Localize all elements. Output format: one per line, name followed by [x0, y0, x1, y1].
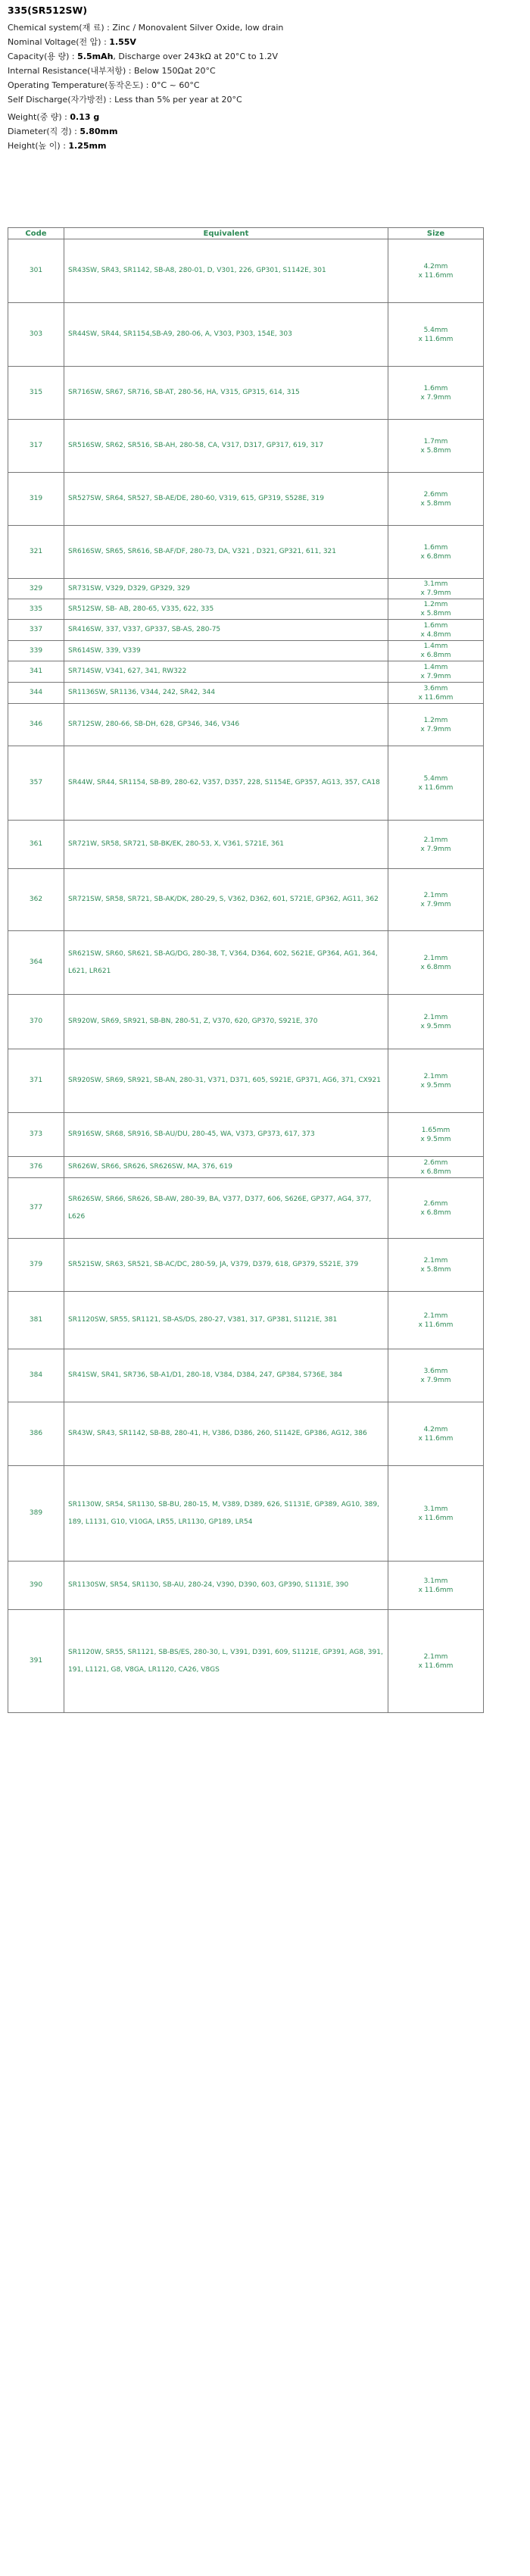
- size-line: 1.4mm: [423, 642, 448, 650]
- cell-size: [388, 1610, 484, 1713]
- size-line: 3.1mm: [423, 580, 448, 588]
- size-line: 1.7mm: [423, 437, 448, 445]
- size-line: 2.6mm: [423, 1199, 448, 1208]
- size-line: x 5.8mm: [420, 446, 451, 455]
- size-line: x 7.9mm: [420, 393, 451, 402]
- spec-value: 5.80mm: [80, 127, 118, 136]
- equivalent-table: [8, 227, 484, 1713]
- table-row: [8, 473, 484, 526]
- size-line: 1.65mm: [421, 1126, 450, 1134]
- size-line: 2.6mm: [423, 490, 448, 499]
- size-line: 2.1mm: [423, 891, 448, 899]
- size-line: x 11.6mm: [418, 271, 454, 280]
- spec-line: [8, 139, 106, 152]
- cell-size: [388, 995, 484, 1049]
- cell-equivalent: SR626W, SR66, SR626, SR626SW, MA, 376, 619: [64, 1157, 388, 1178]
- spec-label: Height(높 이) :: [8, 141, 69, 151]
- cell-equivalent: SR621SW, SR60, SR621, SB-AG/DG, 280-38, T, V364, D364, 602, S621E, GP364, AG1, 364, L621, LR621: [64, 931, 388, 995]
- cell-equivalent: SR916SW, SR68, SR916, SB-AU/DU, 280-45, WA, V373, GP373, 617, 373: [64, 1113, 388, 1157]
- table-row: [8, 1466, 484, 1562]
- spec-value: 1.55V: [109, 37, 136, 47]
- size-line: x 4.8mm: [420, 630, 451, 639]
- table-row: [8, 1157, 484, 1178]
- size-line: 5.4mm: [423, 774, 448, 783]
- cell-size: [388, 1157, 484, 1178]
- spec-value: Zinc / Monovalent Silver Oxide, low drain: [112, 23, 284, 33]
- spec-line: [8, 36, 136, 48]
- size-line: x 5.8mm: [420, 1265, 451, 1274]
- size-line: x 11.6mm: [418, 1662, 454, 1670]
- cell-code: 391: [8, 1610, 64, 1713]
- table-row: [8, 1349, 484, 1402]
- table-row: [8, 661, 484, 683]
- table-row: [8, 526, 484, 579]
- size-line: 5.4mm: [423, 326, 448, 334]
- size-line: x 11.6mm: [418, 335, 454, 343]
- table-header-row: [8, 228, 484, 239]
- spec-line: [8, 64, 216, 77]
- cell-equivalent: SR1120W, SR55, SR1121, SB-BS/ES, 280-30, L, V391, D391, 609, S1121E, GP391, AG8, 391, 191, L1121, G8, V8GA, LR1120, CA26, V8GS: [64, 1610, 388, 1713]
- cell-equivalent: SR416SW, 337, V337, GP337, SB-AS, 280-75: [64, 620, 388, 641]
- size-line: x 6.8mm: [420, 1208, 451, 1217]
- cell-equivalent: SR43SW, SR43, SR1142, SB-A8, 280-01, D, V301, 226, GP301, S1142E, 301: [64, 239, 388, 303]
- table-row: [8, 599, 484, 620]
- size-line: x 9.5mm: [420, 1081, 451, 1089]
- cell-equivalent: SR41SW, SR41, SR736, SB-A1/D1, 280-18, V384, D384, 247, GP384, S736E, 384: [64, 1349, 388, 1402]
- spec-label: Operating Temperature(동작온도) :: [8, 80, 151, 90]
- cell-code: 379: [8, 1239, 64, 1292]
- size-line: 4.2mm: [423, 262, 448, 270]
- size-line: 1.6mm: [423, 543, 448, 552]
- size-line: 2.1mm: [423, 1256, 448, 1265]
- cell-equivalent: SR43W, SR43, SR1142, SB-B8, 280-41, H, V386, D386, 260, S1142E, GP386, AG12, 386: [64, 1402, 388, 1466]
- table-row: [8, 367, 484, 420]
- cell-equivalent: SR521SW, SR63, SR521, SB-AC/DC, 280-59, JA, V379, D379, 618, GP379, S521E, 379: [64, 1239, 388, 1292]
- cell-size: [388, 931, 484, 995]
- cell-size: [388, 303, 484, 367]
- table-row: [8, 704, 484, 746]
- cell-equivalent: SR1136SW, SR1136, V344, 242, SR42, 344: [64, 683, 388, 704]
- cell-equivalent: SR920SW, SR69, SR921, SB-AN, 280-31, V371, D371, 605, S921E, GP371, AG6, 371, CX921: [64, 1049, 388, 1113]
- product-title: 335(SR512SW): [8, 5, 88, 16]
- table-row: [8, 1178, 484, 1239]
- size-line: x 11.6mm: [418, 1514, 454, 1522]
- cell-code: 341: [8, 661, 64, 683]
- cell-size: [388, 620, 484, 641]
- spec-label: Chemical system(재 료) :: [8, 23, 113, 33]
- size-line: x 11.6mm: [418, 693, 454, 702]
- size-line: x 7.9mm: [420, 845, 451, 853]
- size-line: x 11.6mm: [418, 1321, 454, 1329]
- cell-size: [388, 746, 484, 821]
- cell-code: 357: [8, 746, 64, 821]
- spec-line: [8, 79, 200, 91]
- size-line: 2.6mm: [423, 1158, 448, 1167]
- cell-equivalent: SR920W, SR69, SR921, SB-BN, 280-51, Z, V370, 620, GP370, S921E, 370: [64, 995, 388, 1049]
- size-line: 1.6mm: [423, 621, 448, 630]
- cell-size: [388, 683, 484, 704]
- spec-label: Weight(중 량) :: [8, 112, 70, 122]
- size-line: x 11.6mm: [418, 1434, 454, 1443]
- cell-code: 376: [8, 1157, 64, 1178]
- cell-size: [388, 1466, 484, 1562]
- cell-size: [388, 661, 484, 683]
- size-line: x 7.9mm: [420, 672, 451, 680]
- header-code: Code: [8, 228, 64, 239]
- spec-value: Less than 5% per year at 20°C: [114, 95, 242, 105]
- cell-code: 339: [8, 641, 64, 661]
- table-row: [8, 1292, 484, 1349]
- cell-equivalent: SR721SW, SR58, SR721, SB-AK/DK, 280-29, S, V362, D362, 601, S721E, GP362, AG11, 362: [64, 869, 388, 931]
- cell-size: [388, 1349, 484, 1402]
- cell-size: [388, 1239, 484, 1292]
- cell-code: 384: [8, 1349, 64, 1402]
- size-line: x 7.9mm: [420, 1376, 451, 1384]
- cell-size: [388, 1292, 484, 1349]
- size-line: 4.2mm: [423, 1425, 448, 1433]
- cell-size: [388, 579, 484, 599]
- size-line: x 7.9mm: [420, 900, 451, 908]
- spec-suffix: , Discharge over 243kΩ at 20°C to 1.2V: [113, 52, 279, 61]
- size-line: 3.1mm: [423, 1505, 448, 1513]
- spec-value: 0.13 g: [70, 112, 100, 122]
- cell-code: 381: [8, 1292, 64, 1349]
- cell-equivalent: SR716SW, SR67, SR716, SB-AT, 280-56, HA, V315, GP315, 614, 315: [64, 367, 388, 420]
- cell-code: 373: [8, 1113, 64, 1157]
- size-line: 3.1mm: [423, 1577, 448, 1585]
- spec-line: [8, 111, 99, 123]
- table-row: [8, 620, 484, 641]
- size-line: x 6.8mm: [420, 963, 451, 971]
- size-line: 2.1mm: [423, 1013, 448, 1021]
- cell-equivalent: SR714SW, V341, 627, 341, RW322: [64, 661, 388, 683]
- size-line: 3.6mm: [423, 684, 448, 692]
- cell-equivalent: SR731SW, V329, D329, GP329, 329: [64, 579, 388, 599]
- cell-code: 315: [8, 367, 64, 420]
- spec-value: Below 150Ωat 20°C: [133, 66, 216, 76]
- cell-equivalent: SR712SW, 280-66, SB-DH, 628, GP346, 346, V346: [64, 704, 388, 746]
- table-row: [8, 579, 484, 599]
- cell-equivalent: SR1120SW, SR55, SR1121, SB-AS/DS, 280-27, V381, 317, GP381, S1121E, 381: [64, 1292, 388, 1349]
- table-row: [8, 1402, 484, 1466]
- cell-code: 389: [8, 1466, 64, 1562]
- cell-size: [388, 821, 484, 869]
- cell-code: 386: [8, 1402, 64, 1466]
- cell-equivalent: SR516SW, SR62, SR516, SB-AH, 280-58, CA, V317, D317, GP317, 619, 317: [64, 420, 388, 473]
- cell-code: 301: [8, 239, 64, 303]
- table-row: [8, 821, 484, 869]
- size-line: x 9.5mm: [420, 1135, 451, 1143]
- size-line: 2.1mm: [423, 1311, 448, 1320]
- cell-size: [388, 526, 484, 579]
- size-line: 2.1mm: [423, 1072, 448, 1080]
- size-line: 1.2mm: [423, 716, 448, 724]
- cell-code: 321: [8, 526, 64, 579]
- spec-label: Diameter(직 경) :: [8, 127, 80, 136]
- cell-equivalent: SR44SW, SR44, SR1154,SB-A9, 280-06, A, V303, P303, 154E, 303: [64, 303, 388, 367]
- cell-code: 377: [8, 1178, 64, 1239]
- table-row: [8, 641, 484, 661]
- cell-code: 346: [8, 704, 64, 746]
- spec-line: [8, 93, 242, 105]
- size-line: x 5.8mm: [420, 499, 451, 508]
- size-line: x 11.6mm: [418, 783, 454, 792]
- table-row: [8, 420, 484, 473]
- cell-code: 362: [8, 869, 64, 931]
- table-row: [8, 1610, 484, 1713]
- size-line: 1.6mm: [423, 384, 448, 392]
- cell-size: [388, 1178, 484, 1239]
- size-line: x 5.8mm: [420, 610, 451, 617]
- cell-size: [388, 1562, 484, 1610]
- cell-equivalent: SR1130SW, SR54, SR1130, SB-AU, 280-24, V390, D390, 603, GP390, S1131E, 390: [64, 1562, 388, 1610]
- header-size: Size: [388, 228, 484, 239]
- size-line: x 6.8mm: [420, 1168, 451, 1176]
- size-line: 3.6mm: [423, 1367, 448, 1375]
- table-row: [8, 683, 484, 704]
- cell-code: 390: [8, 1562, 64, 1610]
- spec-line: [8, 125, 117, 137]
- cell-code: 317: [8, 420, 64, 473]
- header-equivalent: Equivalent: [64, 228, 388, 239]
- cell-size: [388, 869, 484, 931]
- size-line: 2.1mm: [423, 836, 448, 844]
- table-row: [8, 303, 484, 367]
- size-line: x 7.9mm: [420, 725, 451, 733]
- size-line: 2.1mm: [423, 1652, 448, 1661]
- size-line: x 6.8mm: [420, 652, 451, 659]
- spec-label: Self Discharge(자가방전) :: [8, 95, 115, 105]
- table-row: [8, 239, 484, 303]
- cell-size: [388, 367, 484, 420]
- size-line: x 9.5mm: [420, 1022, 451, 1030]
- table-row: [8, 1113, 484, 1157]
- table-row: [8, 1562, 484, 1610]
- cell-code: 361: [8, 821, 64, 869]
- size-line: x 7.9mm: [420, 589, 451, 597]
- cell-code: 344: [8, 683, 64, 704]
- cell-code: 337: [8, 620, 64, 641]
- cell-size: [388, 473, 484, 526]
- size-line: x 6.8mm: [420, 552, 451, 561]
- spec-value: 1.25mm: [68, 141, 107, 151]
- cell-code: 371: [8, 1049, 64, 1113]
- cell-equivalent: SR512SW, SB- AB, 280-65, V335, 622, 335: [64, 599, 388, 620]
- cell-equivalent: SR527SW, SR64, SR527, SB-AE/DE, 280-60, V319, 615, GP319, S528E, 319: [64, 473, 388, 526]
- spec-label: Capacity(용 량) :: [8, 52, 78, 61]
- cell-equivalent: SR616SW, SR65, SR616, SB-AF/DF, 280-73, DA, V321 , D321, GP321, 611, 321: [64, 526, 388, 579]
- cell-equivalent: SR44W, SR44, SR1154, SB-B9, 280-62, V357, D357, 228, S1154E, GP357, AG13, 357, CA18: [64, 746, 388, 821]
- spec-line: [8, 50, 278, 62]
- table-row: [8, 1239, 484, 1292]
- spec-line: [8, 21, 283, 33]
- size-line: x 11.6mm: [418, 1586, 454, 1594]
- cell-equivalent: SR721W, SR58, SR721, SB-BK/EK, 280-53, X, V361, S721E, 361: [64, 821, 388, 869]
- cell-size: [388, 420, 484, 473]
- cell-code: 319: [8, 473, 64, 526]
- spec-value: 5.5mAh: [77, 52, 114, 61]
- size-line: 1.4mm: [423, 663, 448, 671]
- cell-code: 370: [8, 995, 64, 1049]
- spec-label: Nominal Voltage(전 압) :: [8, 37, 110, 47]
- cell-size: [388, 641, 484, 661]
- cell-size: [388, 599, 484, 620]
- cell-code: 329: [8, 579, 64, 599]
- size-line: 1.2mm: [423, 601, 448, 608]
- cell-size: [388, 239, 484, 303]
- cell-size: [388, 1049, 484, 1113]
- spec-label: Internal Resistance(내부저항) :: [8, 66, 134, 76]
- cell-code: 335: [8, 599, 64, 620]
- cell-equivalent: SR614SW, 339, V339: [64, 641, 388, 661]
- size-line: 2.1mm: [423, 954, 448, 962]
- table-row: [8, 1049, 484, 1113]
- table-row: [8, 931, 484, 995]
- cell-equivalent: SR1130W, SR54, SR1130, SB-BU, 280-15, M, V389, D389, 626, S1131E, GP389, AG10, 389, 189, L1131, G10, V10GA, LR55, LR1130, GP189, LR54: [64, 1466, 388, 1562]
- table-row: [8, 746, 484, 821]
- spec-value: 0°C ~ 60°C: [151, 80, 200, 90]
- cell-code: 303: [8, 303, 64, 367]
- table-row: [8, 995, 484, 1049]
- cell-equivalent: SR626SW, SR66, SR626, SB-AW, 280-39, BA, V377, D377, 606, S626E, GP377, AG4, 377, L626: [64, 1178, 388, 1239]
- cell-size: [388, 1402, 484, 1466]
- cell-size: [388, 704, 484, 746]
- table-row: [8, 869, 484, 931]
- cell-size: [388, 1113, 484, 1157]
- cell-code: 364: [8, 931, 64, 995]
